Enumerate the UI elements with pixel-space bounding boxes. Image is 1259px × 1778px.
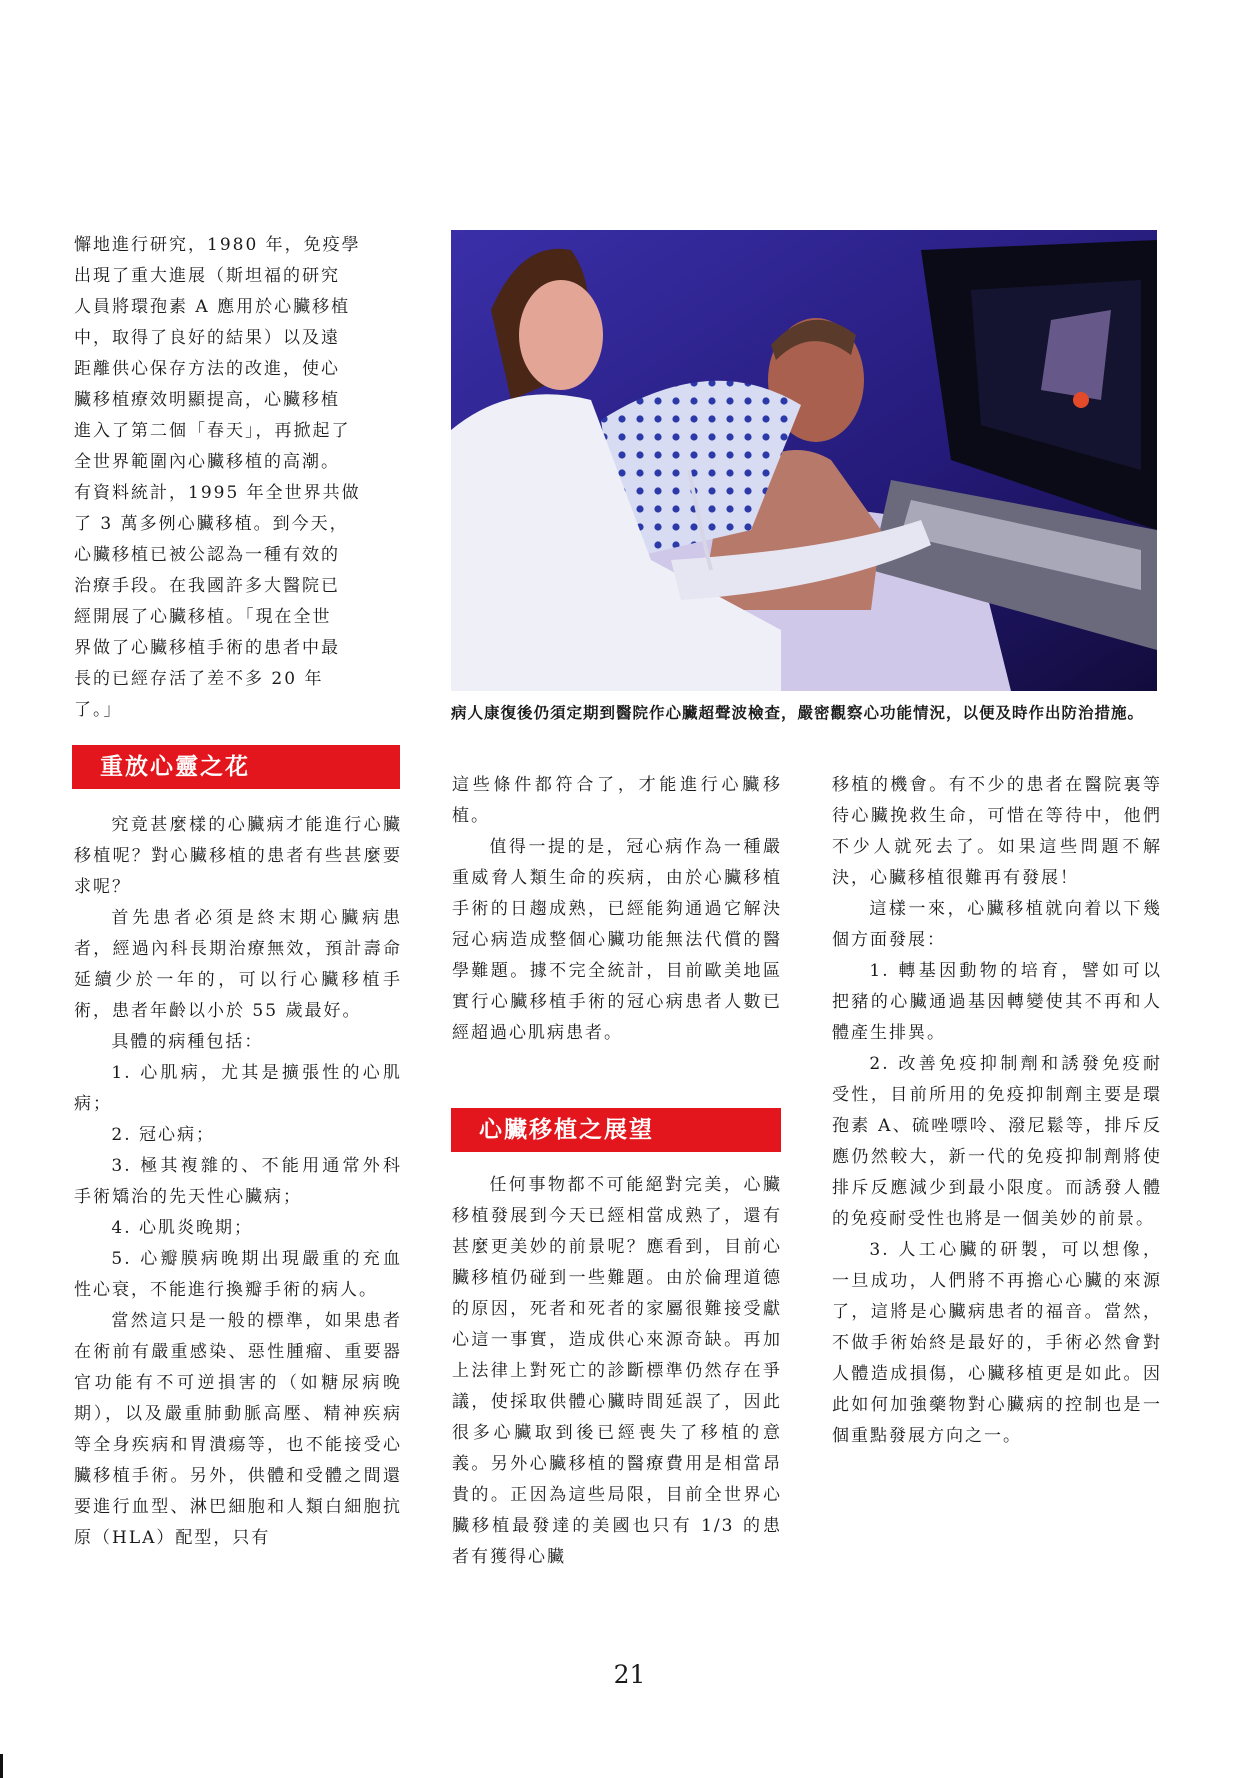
section-heading-1: 重放心靈之花 [72,745,400,789]
intro-line: 心臟移植已被公認為一種有效的 [74,545,340,565]
intro-line: 了 3 萬多例心臟移植。到今天， [74,514,349,534]
paragraph: 首先患者必須是終末期心臟病患者，經過內科長期治療無效，預計壽命延續少於一年的，可以行心臟移植手術，患者年齡以小於 55 歲最好。 [74,908,402,1021]
intro-line: 經開展了心臟移植。「現在全世 [74,607,332,627]
echocardiogram-photo [451,230,1157,691]
column-3 [832,770,1162,1452]
intro-line: 人員將環孢素 A 應用於心臟移植 [74,297,351,317]
column-2-top [452,770,782,1049]
intro-line: 臟移植療效明顯提高，心臟移植 [74,390,340,410]
intro-line: 了。」 [74,700,123,720]
intro-line: 長的已經存活了差不多 20 年 [74,669,324,689]
list-item: 1. 轉基因動物的培育，譬如可以把豬的心臟通過基因轉變使其不再和人體產生排異。 [832,961,1162,1043]
list-item: 4. 心肌炎晚期； [111,1218,254,1238]
column-2-body [452,1170,782,1573]
paragraph: 值得一提的是，冠心病作為一種嚴重威脅人類生命的疾病，由於心臟移植手術的日趨成熟，已經能夠通過它解決冠心病造成整個心臟功能無法代償的醫學難題。據不完全統計，目前歐美地區實行心臟移植手術的冠心病患者人數已經超過心肌病患者。 [452,837,782,1043]
intro-line: 界做了心臟移植手術的患者中最 [74,638,340,658]
intro-line: 有資料統計，1995 年全世界共做 [74,483,361,503]
page-number: 21 [613,1660,646,1689]
list-item: 3. 極其複雜的、不能用通常外科手術矯治的先天性心臟病； [74,1156,402,1207]
intro-line: 懈地進行研究，1980 年，免疫學 [74,235,361,255]
paragraph: 當然這只是一般的標準，如果患者在術前有嚴重感染、惡性腫瘤、重要器官功能有不可逆損害的（如糖尿病晚期），以及嚴重肺動脈高壓、精神疾病等全身疾病和胃潰瘍等，也不能接受心臟移植手術。另外，供體和受體之間還要進行血型、淋巴細胞和人類白細胞抗原（HLA）配型，只有 [74,1311,402,1548]
list-item: 3. 人工心臟的研製，可以想像，一旦成功，人們將不再擔心心臟的來源了，這將是心臟病患者的福音。當然，不做手術始終是最好的，手術必然會對人體造成損傷，心臟移植更是如此。因此如何加強藥物對心臟病的控制也是一個重點發展方向之一。 [832,1240,1162,1446]
section-heading-2: 心臟移植之展望 [451,1108,781,1152]
list-item: 5. 心瓣膜病晚期出現嚴重的充血性心衰，不能進行換瓣手術的病人。 [74,1249,402,1300]
intro-line: 中，取得了良好的結果）以及遠 [74,328,340,348]
paragraph: 這樣一來，心臟移植就向着以下幾個方面發展： [832,899,1162,950]
intro-line: 出現了重大進展（斯坦福的研究 [74,266,340,286]
scan-mark [0,1754,3,1778]
column-1-body [74,810,402,1554]
paragraph: 移植的機會。有不少的患者在醫院裏等待心臟挽救生命，可惜在等待中，他們不少人就死去了。如果這些問題不解決，心臟移植很難再有發展！ [832,775,1162,888]
intro-line: 治療手段。在我國許多大醫院已 [74,576,340,596]
column-1-intro [74,230,402,726]
paragraph: 任何事物都不可能絕對完美，心臟移植發展到今天已經相當成熟了，還有甚麼更美妙的前景呢？應看到，目前心臟移植仍碰到一些難題。由於倫理道德的原因，死者和死者的家屬很難接受獻心這一事實，造成供心來源奇缺。再加上法律上對死亡的診斷標準仍然存在爭議，使採取供體心臟時間延誤了，因此很多心臟取到後已經喪失了移植的意義。另外心臟移植的醫療費用是相當昂貴的。正因為這些局限，目前全世界心臟移植最發達的美國也只有 1/3 的患者有獲得心臟 [452,1175,782,1567]
list-item: 1. 心肌病，尤其是擴張性的心肌病； [74,1063,402,1114]
photo-caption: 病人康復後仍須定期到醫院作心臟超聲波檢查，嚴密觀察心功能情況，以便及時作出防治措施。 [451,704,1145,722]
intro-line: 距離供心保存方法的改進，使心 [74,359,340,379]
paragraph: 這些條件都符合了，才能進行心臟移植。 [452,775,782,826]
list-item: 2. 冠心病； [111,1125,216,1145]
intro-line: 進入了第二個「春天」，再掀起了 [74,421,351,441]
intro-line: 全世界範圍內心臟移植的高潮。 [74,452,340,472]
paragraph: 具體的病種包括： [111,1032,264,1052]
list-item: 2. 改善免疫抑制劑和誘發免疫耐受性，目前所用的免疫抑制劑主要是環孢素 A、硫唑嘌呤、潑尼鬆等，排斥反應仍然較大，新一代的免疫抑制劑將使排斥反應減少到最小限度。而誘發人體的免疫耐受性也將是一個美妙的前景。 [832,1054,1162,1229]
paragraph: 究竟甚麼樣的心臟病才能進行心臟移植呢？對心臟移植的患者有些甚麼要求呢？ [74,815,402,897]
